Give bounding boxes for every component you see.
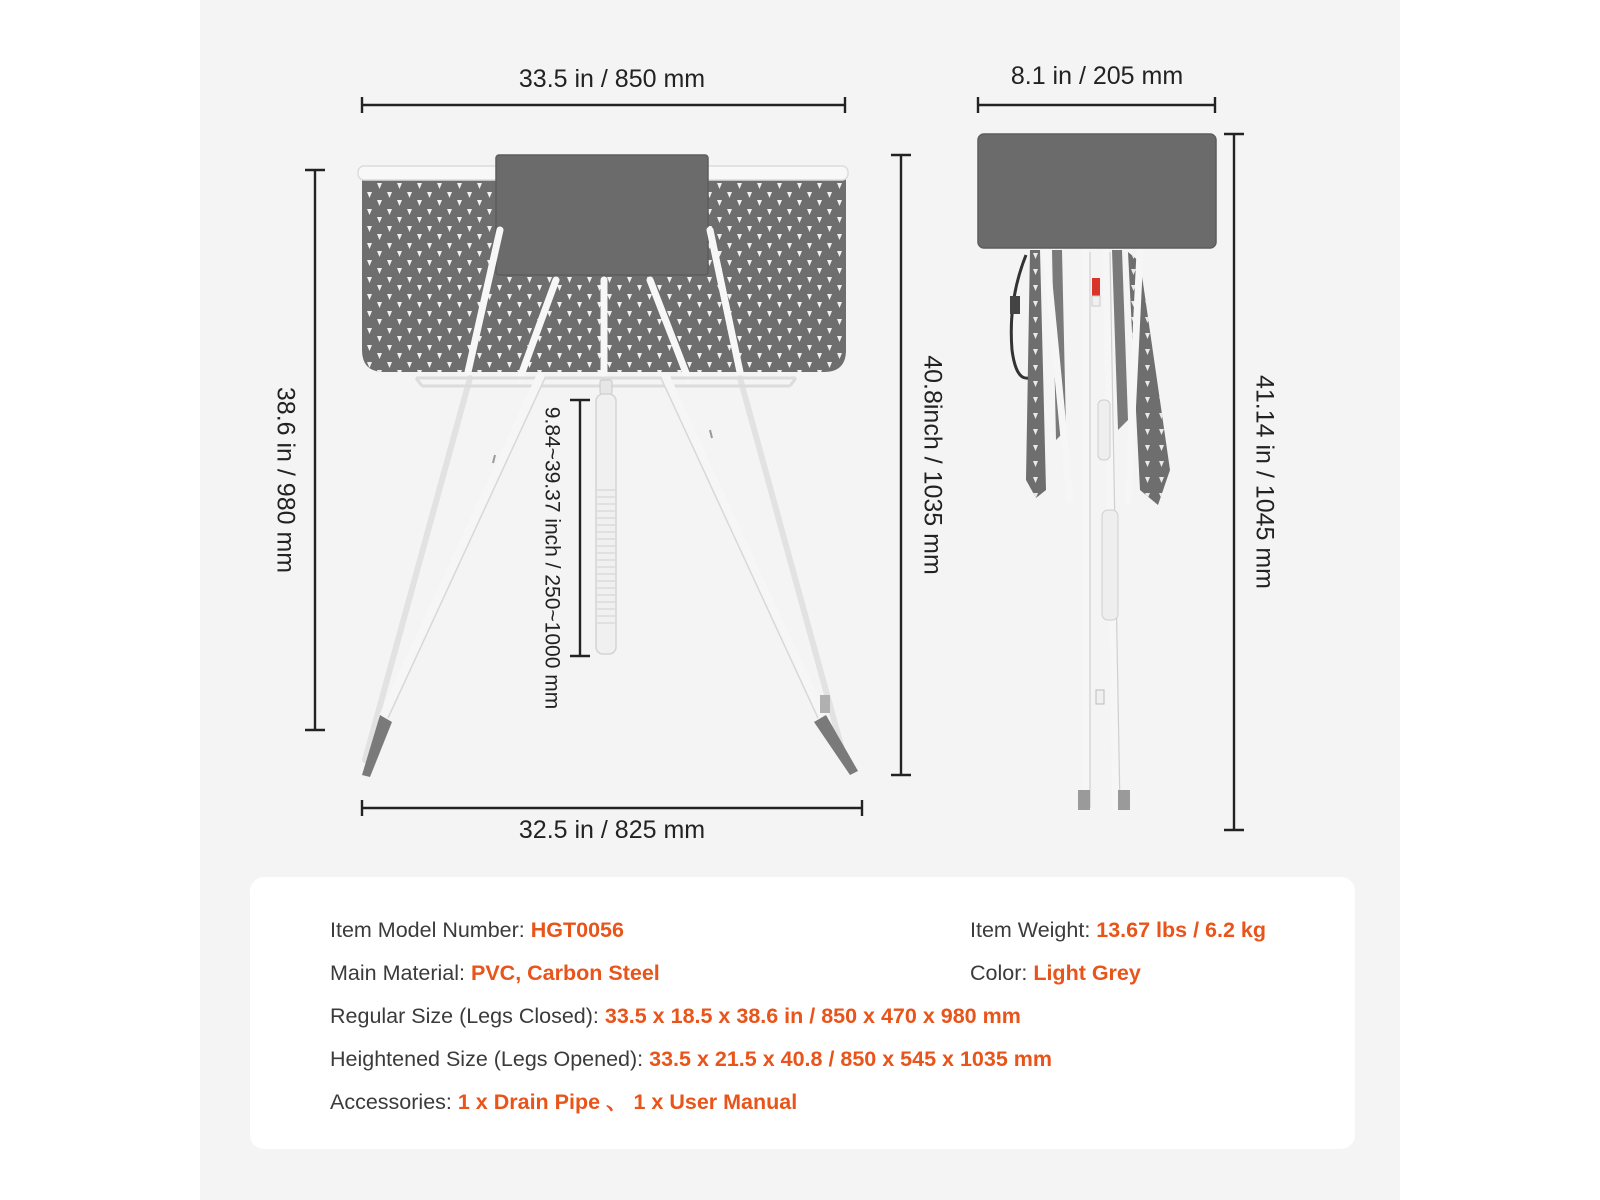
spec-model-value: HGT0056 (530, 918, 624, 942)
spec-model-label: Item Model Number: (330, 918, 531, 942)
spec-color-label: Color: (970, 961, 1034, 985)
spec-model (330, 920, 624, 942)
spec-heightened-size-label: Heightened Size (Legs Opened): (330, 1047, 650, 1071)
front-top-width-label: 33.5 in / 850 mm (518, 65, 706, 93)
spec-weight-value: 13.67 lbs / 6.2 kg (1096, 918, 1266, 942)
front-bottom-width-label: 32.5 in / 825 mm (518, 816, 706, 844)
front-left-height-label: 38.6 in / 980 mm (271, 386, 300, 574)
side-top-width-label: 8.1 in / 205 mm (1010, 62, 1184, 90)
spec-regular-size (330, 1006, 1021, 1028)
spec-regular-size-value: 33.5 x 18.5 x 38.6 in / 850 x 470 x 980 mm (604, 1004, 1021, 1028)
side-view (978, 134, 1216, 810)
drain-pipe-length-label: 9.84~39.37 inch / 250~1000 mm (540, 406, 564, 710)
spec-accessories-label: Accessories: (330, 1090, 458, 1114)
red-lock (1092, 278, 1100, 296)
side-strap (1011, 255, 1028, 378)
side-height-label: 41.14 in / 1045 mm (1250, 374, 1279, 590)
spec-weight (970, 920, 1266, 942)
side-headrest (978, 134, 1216, 248)
drain-pipe (596, 380, 616, 654)
spec-accessories-value: 1 x Drain Pipe 、 1 x User Manual (457, 1090, 798, 1114)
spec-accessories (330, 1092, 797, 1114)
front-right-height-label: 40.8inch / 1035 mm (918, 355, 947, 575)
spec-material-label: Main Material: (330, 961, 471, 985)
spec-material (330, 963, 660, 985)
headrest-pillow (496, 155, 708, 275)
front-view (358, 155, 858, 777)
spec-color (970, 963, 1141, 985)
spec-heightened-size-value: 33.5 x 21.5 x 40.8 / 850 x 545 x 1035 mm (649, 1047, 1052, 1071)
spec-weight-label: Item Weight: (970, 918, 1097, 942)
spec-panel (250, 877, 1355, 1149)
spec-material-value: PVC, Carbon Steel (471, 961, 660, 985)
spec-regular-size-label: Regular Size (Legs Closed): (330, 1004, 605, 1028)
spec-color-value: Light Grey (1033, 961, 1141, 985)
spec-heightened-size (330, 1049, 1052, 1071)
